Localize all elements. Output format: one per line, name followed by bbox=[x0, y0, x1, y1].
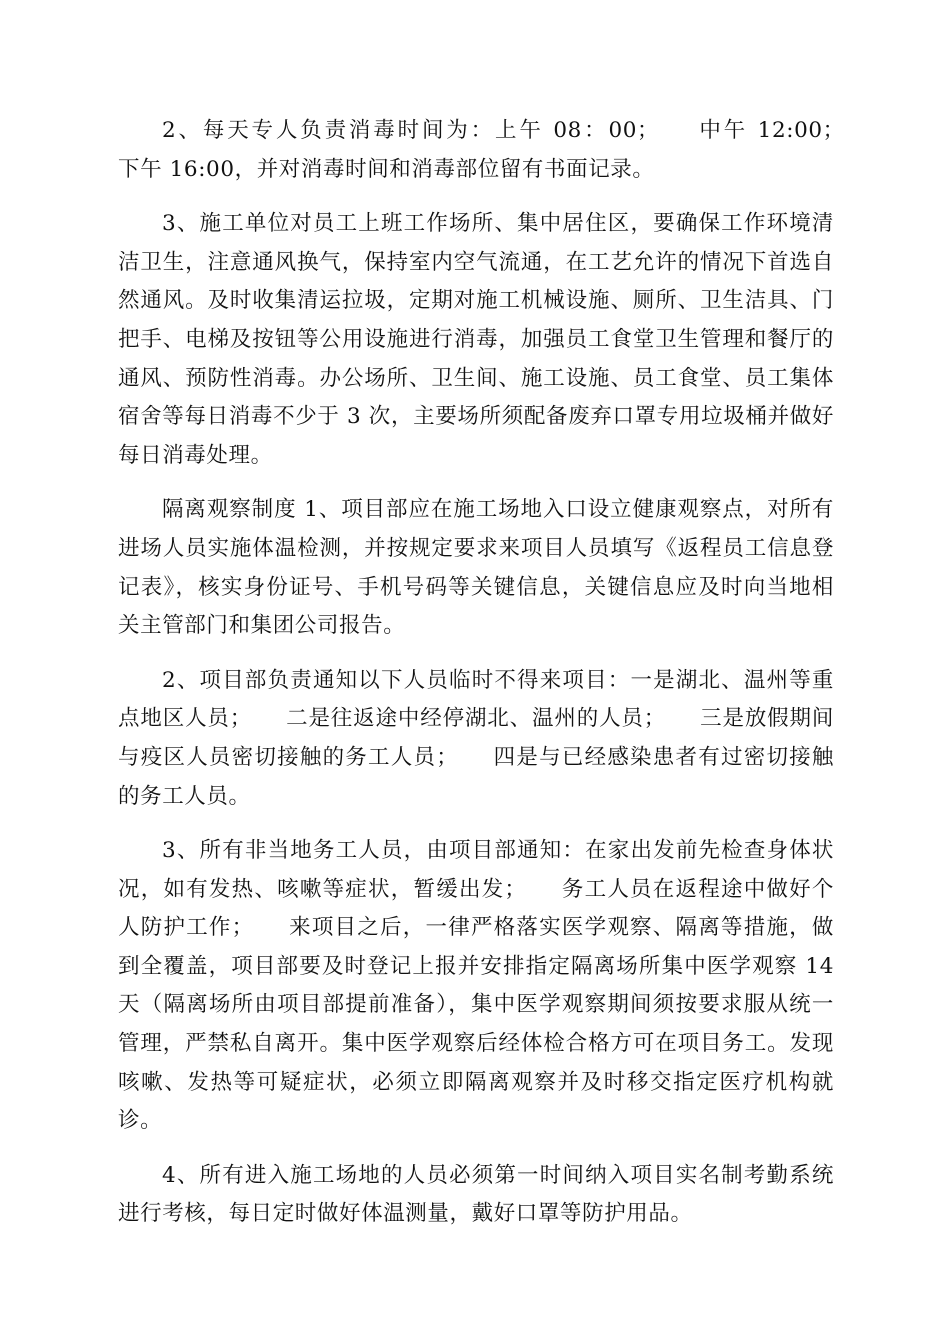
paragraph-attendance-system: 4、所有进入施工场地的人员必须第一时间纳入项目实名制考勤系统进行考核，每日定时做好体温测量，戴好口罩等防护用品。 bbox=[118, 1162, 834, 1227]
paragraph-nonlocal-workers: 3、所有非当地务工人员，由项目部通知：在家出发前先检查身体状况，如有发热、咳嗽等症状，暂缓出发； 务工人员在返程途中做好个人防护工作； 来项目之后，一律严格落实医学观察、隔离等措施，做到全覆盖，项目部要及时登记上报并安排指定隔离场所集中医学观察 14 天（隔离场所由项目部提前准备），集中医学观察期间须按要求服从统一管理，严禁私自离开。集中医学观察后经体检合格方可在项目务工。发现咳嗽、发热等可疑症状，必须立即隔离观察并及时移交指定医疗机构就诊。 bbox=[118, 838, 834, 1134]
paragraph-isolation-observation: 隔离观察制度 1、项目部应在施工场地入口设立健康观察点，对所有进场人员实施体温检测，并按规定要求来项目人员填写《返程员工信息登记表》，核实身份证号、手机号码等关键信息，关键信息应及时向当地相关主管部门和集团公司报告。 bbox=[118, 497, 834, 639]
paragraph-workplace-hygiene: 3、施工单位对员工上班工作场所、集中居住区，要确保工作环境清洁卫生，注意通风换气，保持室内空气流通，在工艺允许的情况下首选自然通风。及时收集清运拉圾，定期对施工机械设施、厕所、卫生洁具、门把手、电梯及按钮等公用设施进行消毒，加强员工食堂卫生管理和餐厅的通风、预防性消毒。办公场所、卫生间、施工设施、员工食堂、员工集体宿舍等每日消毒不少于 3 次，主要场所须配备废弃口罩专用垃圾桶并做好每日消毒处理。 bbox=[118, 211, 834, 468]
paragraph-disinfection-schedule: 2、每天专人负责消毒时间为：上午 08：00； 中午 12:00； 下午 16:00，并对消毒时间和消毒部位留有书面记录。 bbox=[118, 118, 879, 182]
paragraph-restricted-personnel: 2、项目部负责通知以下人员临时不得来项目：一是湖北、温州等重点地区人员； 二是往返途中经停湖北、温州的人员； 三是放假期间与疫区人员密切接触的务工人员； 四是与已经感染患者有过密切接触的务工人员。 bbox=[118, 667, 834, 809]
document-body bbox=[118, 112, 879, 1234]
